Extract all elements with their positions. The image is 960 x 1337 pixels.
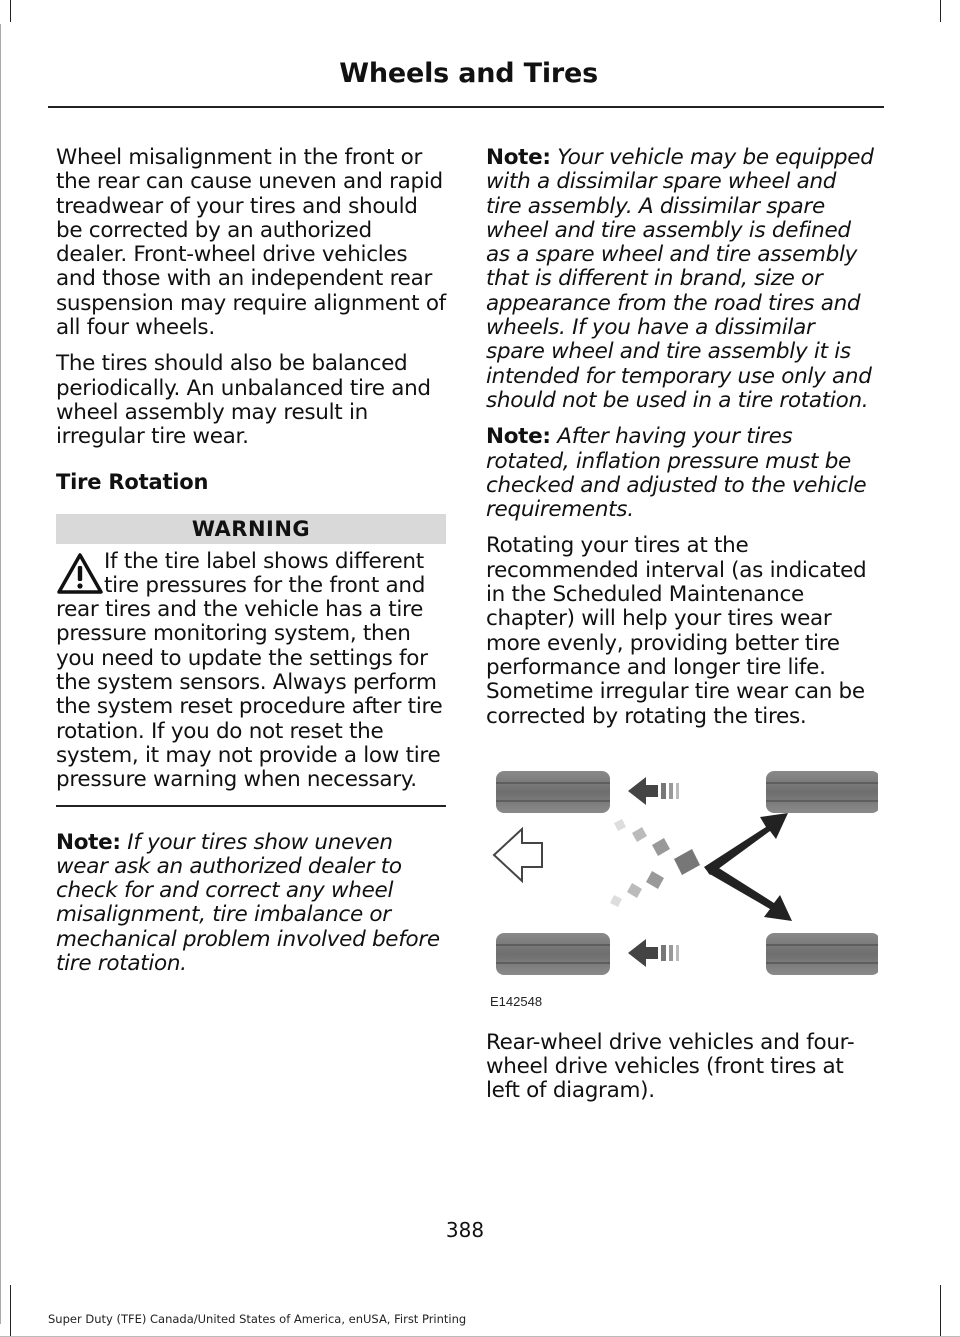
- front-left-tire-icon: [496, 771, 610, 813]
- warning-text: If the tire label shows different tire pressures for the front and rear tires and the vehicle has a tire pressure monitoring system, then you need to update the settings for the system sensors. Always perform the system reset procedure after tire rotation. If you do not reset the system, it may not provide a low tire pressure warning when necessary.: [56, 548, 443, 793]
- note-text: Your vehicle may be equipped with a dissimilar spare wheel and tire assembly. A dissimilar spare wheel and tire assembly is defined as a spare wheel and tire assembly that is different in brand, size or appearance from the road tires and wheels. If you have a dissimilar spare wheel and tire assembly it is intended for temporary use only and should not be used in a tire rotation.: [486, 145, 874, 413]
- page-number: 388: [445, 1218, 485, 1242]
- page-title: Wheels and Tires: [339, 58, 598, 89]
- diagonal-arrow-down-icon: [708, 865, 792, 921]
- tire-rotation-diagram: [486, 763, 878, 1011]
- bottom-move-arrow-icon: [628, 939, 679, 967]
- crop-mark-top-right: [940, 0, 941, 22]
- warning-triangle-icon: [56, 552, 104, 596]
- top-move-arrow-icon: [628, 777, 679, 805]
- crop-mark-top-left: [10, 0, 11, 22]
- diagonal-dash-upper-icon: [614, 819, 700, 875]
- warning-rule: [56, 805, 446, 807]
- crop-mark-left-side: [0, 24, 1, 1324]
- uneven-wear-note: [56, 831, 446, 977]
- dissimilar-spare-note: [486, 146, 876, 413]
- page-header: [48, 58, 884, 89]
- header-rule: [48, 106, 884, 108]
- diagonal-arrow-up-icon: [704, 813, 788, 875]
- figure-code: E142548: [490, 993, 543, 1009]
- rear-right-tire-icon: [766, 933, 878, 975]
- alignment-paragraph: Wheel misalignment in the front or the rear can cause uneven and rapid treadwear of your tires and should be corrected by an authorized dealer. Front-wheel drive vehicles and those with an independent rear suspension may require alignment of all four wheels.: [56, 145, 446, 341]
- note-text: If your tires show uneven wear ask an authorized dealer to check for and correct any wheel misalignment, tire imbalance or mechanical problem involved before tire rotation.: [56, 829, 440, 977]
- warning-header: WARNING: [56, 514, 446, 544]
- forward-direction-arrow-icon: [494, 829, 542, 881]
- note-label: Note:: [56, 829, 121, 855]
- page-footer: Super Duty (TFE) Canada/United States of America, enUSA, First Printing: [48, 1312, 467, 1326]
- crop-mark-bottom-left: [10, 1285, 11, 1337]
- warning-box: [56, 550, 446, 793]
- inflation-pressure-note: [486, 425, 876, 522]
- note-label: Note:: [486, 145, 551, 170]
- balance-paragraph: The tires should also be balanced periodically. An unbalanced tire and wheel assembly may result in irregular tire wear.: [56, 351, 431, 450]
- figure-caption: Rear-wheel drive vehicles and four-wheel drive vehicles (front tires at left of diagram).: [486, 1029, 855, 1104]
- section-title: Tire Rotation: [56, 469, 209, 494]
- diagonal-dash-lower-icon: [610, 871, 664, 907]
- front-right-tire-icon: [496, 933, 610, 975]
- rotation-paragraph: Rotating your tires at the recommended interval (as indicated in the Scheduled Maintenance chapter) will help your tires wear more evenly, providing better tire performance and longer tire life. Sometime irregular tire wear can be corrected by rotating the tires.: [486, 533, 867, 729]
- crop-mark-bottom-right: [940, 1285, 941, 1337]
- rotation-diagram-graphic: [486, 763, 878, 1011]
- note-label: Note:: [486, 424, 551, 450]
- right-column: [486, 146, 876, 1116]
- left-column: [56, 146, 446, 988]
- rear-left-tire-icon: [766, 771, 878, 813]
- note-text: After having your tires rotated, inflation pressure must be checked and adjusted to the vehicle requirements.: [486, 424, 867, 523]
